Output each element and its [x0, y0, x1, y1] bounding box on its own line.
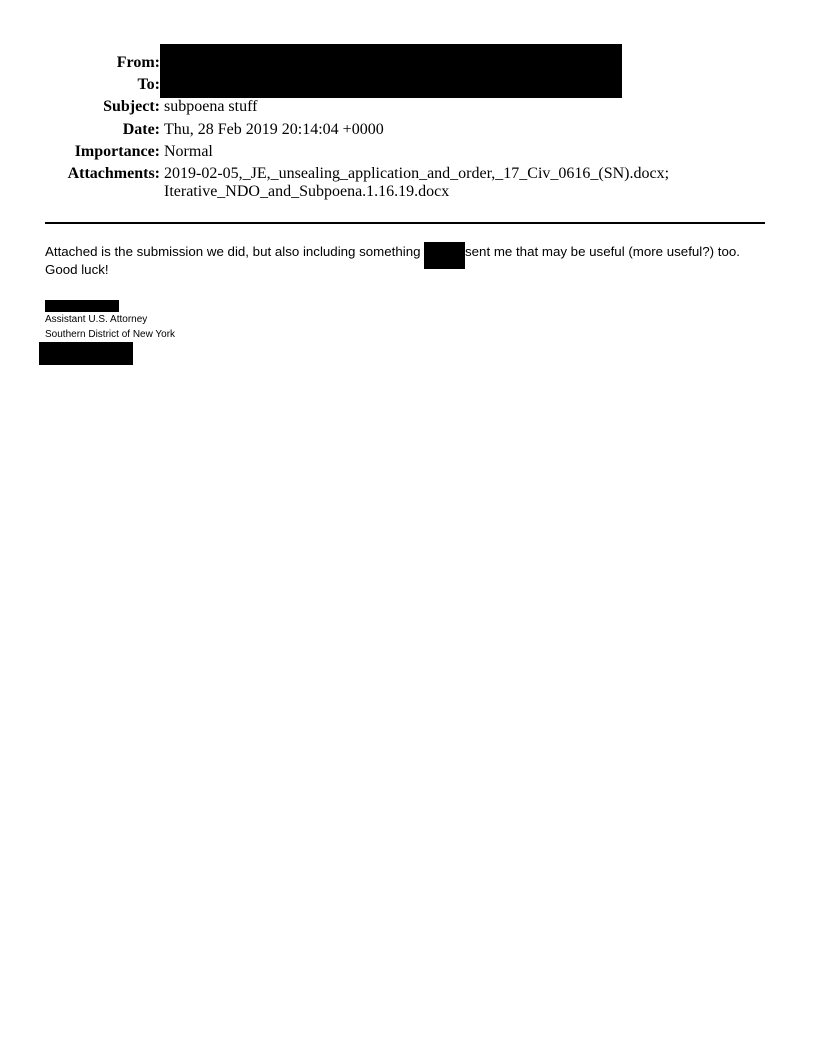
attachment-item-2[interactable]: Iterative_NDO_and_Subpoena.1.16.19.docx [164, 183, 450, 200]
redaction-signature-contact [39, 342, 133, 365]
redaction-from-to [160, 44, 622, 98]
from-label: From: [116, 54, 160, 71]
importance-value: Normal [164, 143, 213, 160]
attachments-label: Attachments: [67, 165, 160, 182]
redaction-signature-name [45, 300, 119, 312]
redaction-name-inline [424, 242, 465, 269]
attachment-item-1[interactable]: 2019-02-05,_JE,_unsealing_application_and_order,_17_Civ_0616_(SN).docx; [164, 165, 670, 182]
importance-label: Importance: [74, 143, 160, 160]
signature-title: Assistant U.S. Attorney [45, 314, 148, 325]
header-divider [45, 222, 765, 224]
to-label: To: [137, 76, 160, 93]
body-line-2: Good luck! [45, 262, 109, 277]
subject-label: Subject: [103, 98, 160, 115]
body-line-1-end: sent me that may be useful (more useful?) too. [465, 244, 740, 259]
body-line-1-start: Attached is the submission we did, but also including something [45, 244, 421, 259]
subject-value: subpoena stuff [164, 98, 258, 115]
signature-office: Southern District of New York [45, 329, 176, 340]
date-label: Date: [122, 121, 160, 138]
date-value: Thu, 28 Feb 2019 20:14:04 +0000 [164, 121, 384, 138]
